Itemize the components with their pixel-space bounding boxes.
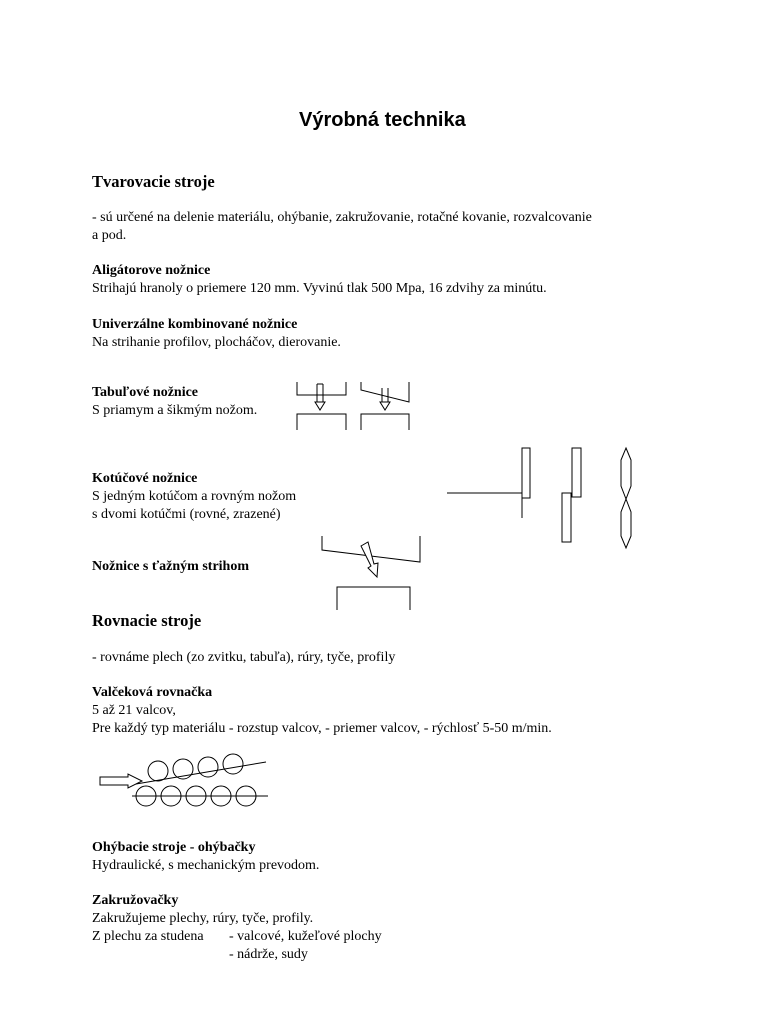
section-heading-tvarovacie: Tvarovacie stroje — [92, 172, 215, 191]
kotucove-heading: Kotúčové nožnice — [92, 471, 198, 486]
univerzalne-heading: Univerzálne kombinované nožnice — [92, 317, 298, 332]
tazny-heading: Nožnice s ťažným strihom — [92, 559, 249, 574]
page-title: Výrobná technika — [299, 109, 466, 131]
tabulove-heading: Tabuľové nožnice — [92, 385, 199, 400]
valcekova-line1: 5 až 21 valcov, — [92, 703, 176, 718]
valcekova-rovnacka-diagram — [96, 748, 274, 814]
valcekova-heading: Valčeková rovnačka — [92, 685, 213, 700]
ohybacie-text: Hydraulické, s mechanickým prevodom. — [92, 858, 320, 873]
tabulove-noznice-diagram — [290, 378, 420, 434]
tazny-strih-diagram — [316, 532, 426, 614]
tvarovacie-intro-line2: a pod. — [92, 228, 127, 243]
zakruzovacky-heading: Zakružovačky — [92, 893, 179, 908]
aligator-heading: Aligátorove nožnice — [92, 263, 211, 278]
zakruzovacky-line2-left: Z plechu za studena — [92, 929, 204, 944]
ohybacie-heading: Ohýbacie stroje - ohýbačky — [92, 840, 256, 855]
aligator-text: Strihajú hranoly o priemere 120 mm. Vyvinú tlak 500 Mpa, 16 zdvihy za minútu. — [92, 281, 547, 296]
tvarovacie-intro-line1: - sú určené na delenie materiálu, ohýbanie, zakružovanie, rotačné kovanie, rozvalcovanie — [92, 210, 592, 225]
kotucove-noznice-diagram — [444, 444, 644, 554]
kotucove-line2: s dvomi kotúčmi (rovné, zrazené) — [92, 507, 281, 522]
zakruzovacky-line1: Zakružujeme plechy, rúry, tyče, profily. — [92, 911, 314, 926]
rovnacie-intro: - rovnáme plech (zo zvitku, tabuľa), rúry, tyče, profily — [92, 650, 396, 665]
valcekova-line2: Pre každý typ materiálu - rozstup valcov, - priemer valcov, - rýchlosť 5-50 m/min. — [92, 721, 552, 736]
kotucove-line1: S jedným kotúčom a rovným nožom — [92, 489, 297, 504]
univerzalne-text: Na strihanie profilov, plocháčov, dierovanie. — [92, 335, 341, 350]
zakruzovacky-line2-right: - valcové, kužeľové plochy — [229, 929, 382, 944]
zakruzovacky-line3: - nádrže, sudy — [229, 947, 308, 962]
tabulove-text: S priamym a šikmým nožom. — [92, 403, 258, 418]
section-heading-rovnacie: Rovnacie stroje — [92, 611, 202, 630]
